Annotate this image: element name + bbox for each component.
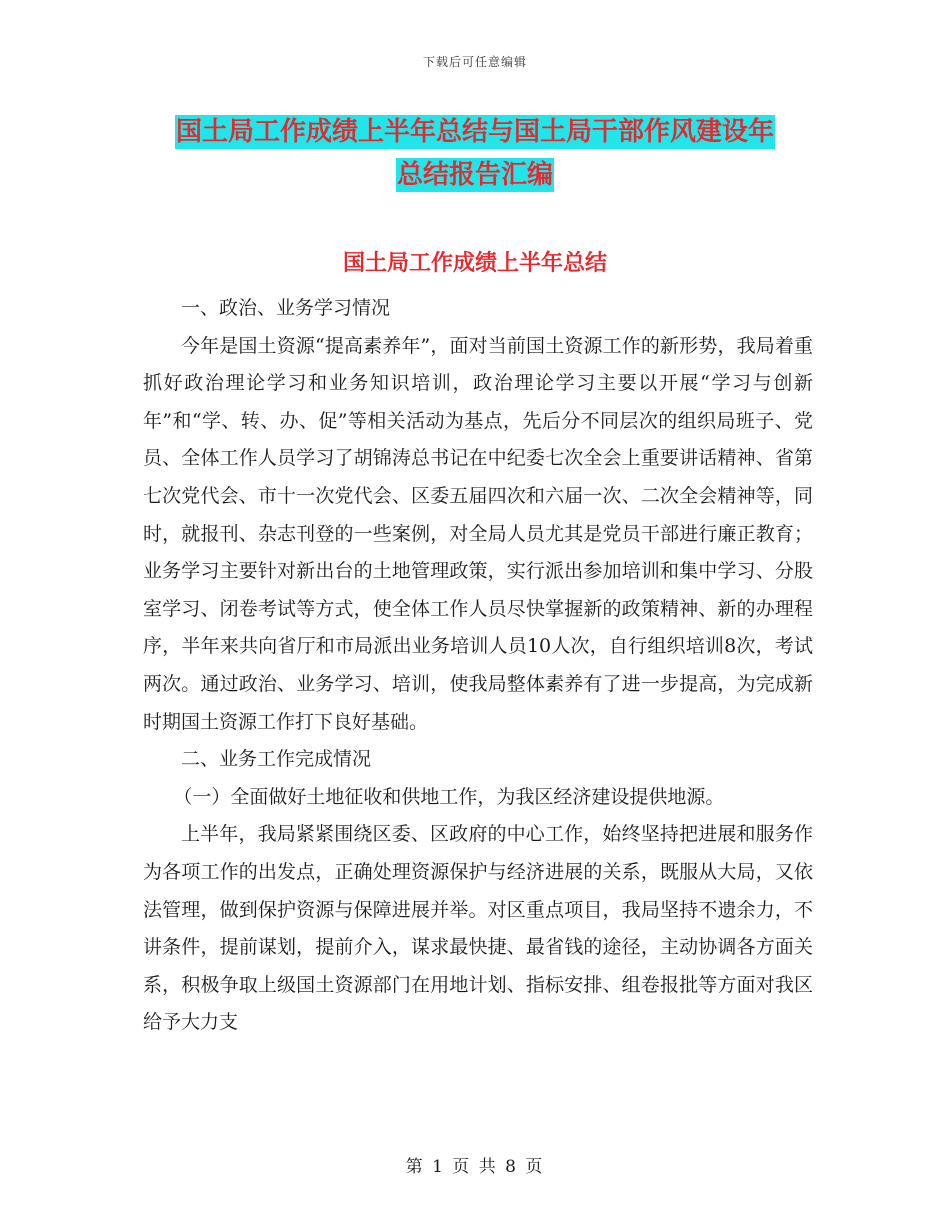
heading-political-study: 一、政治、业务学习情况: [181, 297, 391, 319]
header-note: 下载后可任意编辑: [422, 55, 527, 69]
document-body: [143, 290, 813, 1042]
subheading-land-acquisition: （一）全面做好土地征收和供地工作，为我区经济建设提供地源。: [173, 785, 725, 808]
document-title-line1: 国土局工作成绩上半年总结与国土局干部作风建设年: [175, 117, 774, 147]
document-title-line2: 总结报告汇编: [396, 160, 553, 190]
document-title-second-line: [0, 155, 950, 195]
heading-business-work: 二、业务工作完成情况: [181, 748, 372, 771]
document-title: [0, 108, 950, 156]
paragraph-land-acquisition: 上半年，我局紧紧围绕区委、区政府的中心工作，始终坚持把进展和服务作为各项工作的出发点，正确处理资源保护与经济进展的关系，既服从大局，又依法管理，做到保护资源与保障进展并举。对区重点项目，我局坚持不遗余力，不讲条件，提前谋划，提前介入，谋求最快捷、最省钱的途径，主动协调各方面关系，积极争取上级国土资源部门在用地计划、指标安排、组卷报批等方面对我区给予大力支: [143, 823, 813, 1034]
section-title: 国土局工作成绩上半年总结: [342, 251, 607, 276]
paragraph-political-study: 今年是国土资源“提高素养年”，面对当前国土资源工作的新形势，我局着重抓好政治理论学习和业务知识培训，政治理论学习主要以开展“学习与创新年”和“学、转、办、促”等相关活动为基点，先后分不同层次的组织局班子、党员、全体工作人员学习了胡锦涛总书记在中纪委七次全会上重要讲话精神、省第七次党代会、市十一次党代会、区委五届四次和六届一次、二次全会精神等，同时，就报刊、杂志刊登的一些案例，对全局人员尤其是党员干部进行廉正教育；业务学习主要针对新出台的土地管理政策，实行派出参加培训和集中学习、分股室学习、闭卷考试等方式，使全体工作人员尽快掌握新的政策精神、新的办理程序，半年来共向省厅和市局派出业务培训人员10人次，自行组织培训8次，考试两次。通过政治、业务学习、培训，使我局整体素养有了进一步提高，为完成新时期国土资源工作打下良好基础。: [143, 334, 813, 733]
page-footer: 第 1 页 共 8 页: [405, 1157, 545, 1177]
